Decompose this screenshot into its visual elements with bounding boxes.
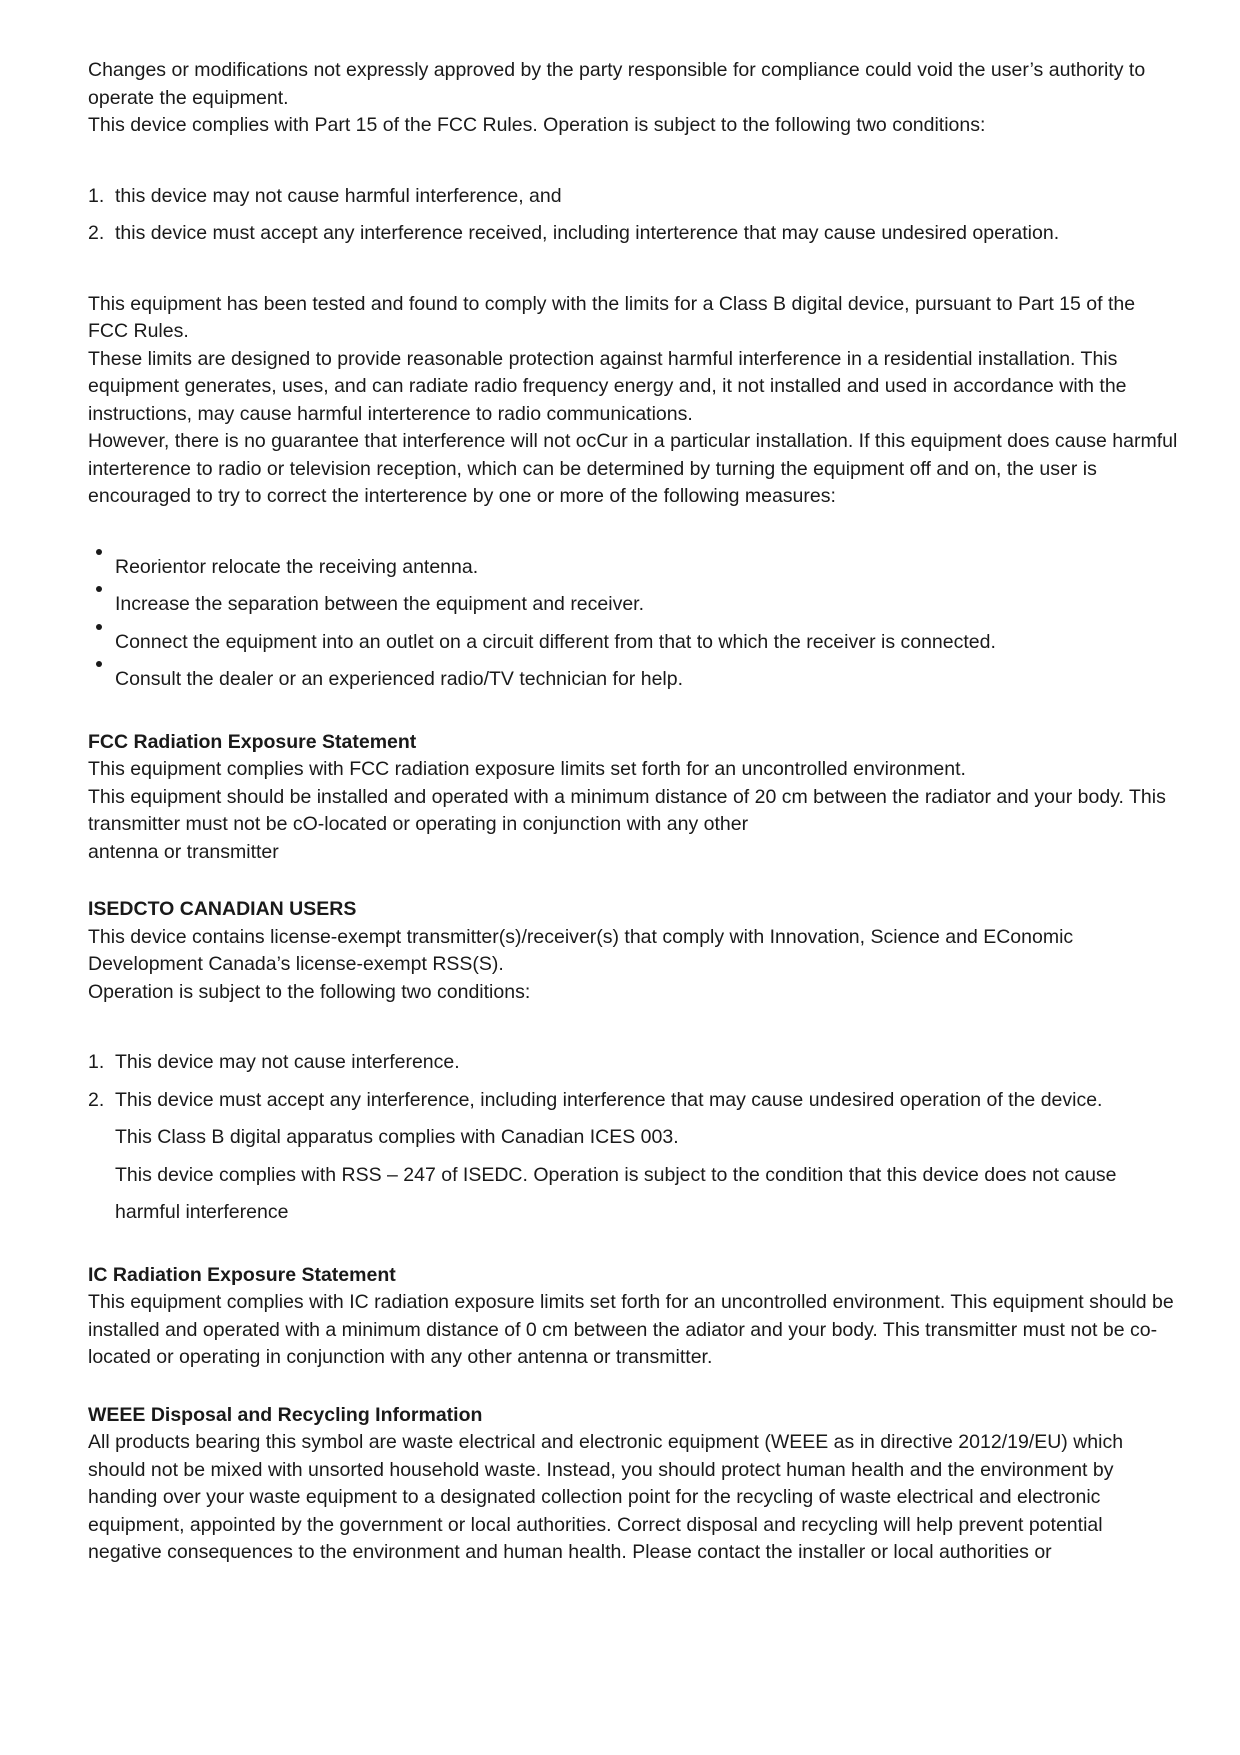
list-item-text: Increase the separation between the equipment and receiver. (115, 593, 645, 615)
list-item (88, 1082, 1178, 1120)
list-item (88, 586, 1178, 624)
isedc-statement: This device contains license-exempt transmitter(s)/receiver(s) that comply with Innovation, Science and EConomic Development Canada’s license-exempt RSS(S). (88, 925, 1074, 975)
fcc-radiation-line-1: This equipment complies with FCC radiation exposure limits set forth for an uncontrolled environment. (88, 758, 966, 780)
list-item (88, 661, 1178, 699)
limits-statement: These limits are designed to provide reasonable protection against harmful interference in a residential installation. This equipment generates, uses, and can radiate radio frequency energy and, it not installed and used in accordance with the instructions, may cause harmful interterence to radio communications. (88, 347, 1127, 425)
no-guarantee-statement: However, there is no guarantee that interference will not ocCur in a particular installation. If this equipment does cause harmful interterence to radio or television reception, which can be determined by turning the equipment off and on, the user is encouraged to try to correct the interterence by one or more of the following measures: (88, 430, 1178, 507)
list-item (88, 1044, 1178, 1082)
rss-statement: This device complies with RSS – 247 of ISEDC. Operation is subject to the condition that this device does not cause harmful interference (115, 1163, 1117, 1223)
weee-text: All products bearing this symbol are waste electrical and electronic equipment (WEEE as in directive 2012/19/EU) which should not be mixed with unsorted household waste. Instead, you should protect human health and the environment by handing over your waste equipment to a designated collection point for the recycling of waste electrical and electronic equipment, appointed by the government or local authorities. Correct disposal and recycling will help prevent potential negative consequences to the environment and human health. Please contact the installer or local authorities or (88, 1431, 1124, 1563)
bullet-icon (96, 586, 102, 592)
ic-radiation-text: This equipment complies with IC radiation exposure limits set forth for an uncontrolled environment. This equipment should be installed and operated with a minimum distance of 0 cm between the adiator and your body. This transmitter must not be co-located or operating in conjunction with any other antenna or transmitter. (88, 1291, 1174, 1368)
section-heading: IC Radiation Exposure Statement (88, 1263, 396, 1286)
list-number: 1. (88, 184, 105, 207)
class-b-statement: This equipment has been tested and found to comply with the limits for a Class B digital device, pursuant to Part 15 of the FCC Rules. (88, 292, 1136, 342)
ic-radiation-section (88, 1262, 1178, 1372)
list-item-text: Consult the dealer or an experienced radio/TV technician for help. (115, 668, 684, 690)
list-item-text: Connect the equipment into an outlet on a circuit different from that to which the receiver is connected. (115, 630, 996, 653)
list-item (88, 215, 1178, 253)
section-heading: ISEDCTO CANADIAN USERS (88, 898, 357, 920)
fcc-radiation-line-3: antenna or transmitter (88, 840, 279, 863)
list-item (88, 549, 1178, 587)
modifications-warning: Changes or modifications not expressly approved by the party responsible for compliance could void the user’s authority to operate the equipment. (88, 59, 1146, 109)
fcc-intro-section (88, 57, 1178, 140)
fcc-conditions-list (88, 178, 1178, 253)
list-item (88, 624, 1178, 662)
list-item-text: Reorientor relocate the receiving antenna. (115, 555, 479, 578)
list-item-text: This device may not cause interference. (115, 1051, 460, 1073)
class-b-section (88, 291, 1178, 511)
part15-statement: This device complies with Part 15 of the FCC Rules. Operation is subject to the following two conditions: (88, 114, 986, 136)
list-number: 2. (88, 222, 105, 244)
list-item (88, 178, 1178, 216)
list-number: 1. (88, 1051, 105, 1073)
section-heading: WEEE Disposal and Recycling Information (88, 1403, 483, 1426)
bullet-icon (96, 661, 102, 667)
bullet-icon (96, 624, 102, 630)
bullet-icon (96, 549, 102, 555)
measures-list (88, 549, 1178, 699)
list-item-text: this device may not cause harmful interference, and (115, 184, 562, 207)
list-item-text: This device must accept any interference, including interference that may cause undesired operation of the device. (115, 1088, 1103, 1111)
fcc-radiation-line-2: This equipment should be installed and operated with a minimum distance of 20 cm between the radiator and your body. This transmitter must not be cO-located or operating in conjunction with any other (88, 785, 1166, 835)
isedc-section (88, 896, 1178, 1232)
isedc-conditions-intro: Operation is subject to the following two conditions: (88, 980, 531, 1003)
list-number: 2. (88, 1088, 105, 1111)
weee-section (88, 1402, 1178, 1567)
section-heading: FCC Radiation Exposure Statement (88, 730, 417, 753)
document-page (88, 57, 1178, 1567)
list-item-text: this device must accept any interference received, including interterence that may cause undesired operation. (115, 222, 1060, 244)
ices-statement: This Class B digital apparatus complies with Canadian ICES 003. (115, 1126, 679, 1148)
isedc-conditions-list (88, 1044, 1178, 1119)
fcc-radiation-section (88, 729, 1178, 867)
